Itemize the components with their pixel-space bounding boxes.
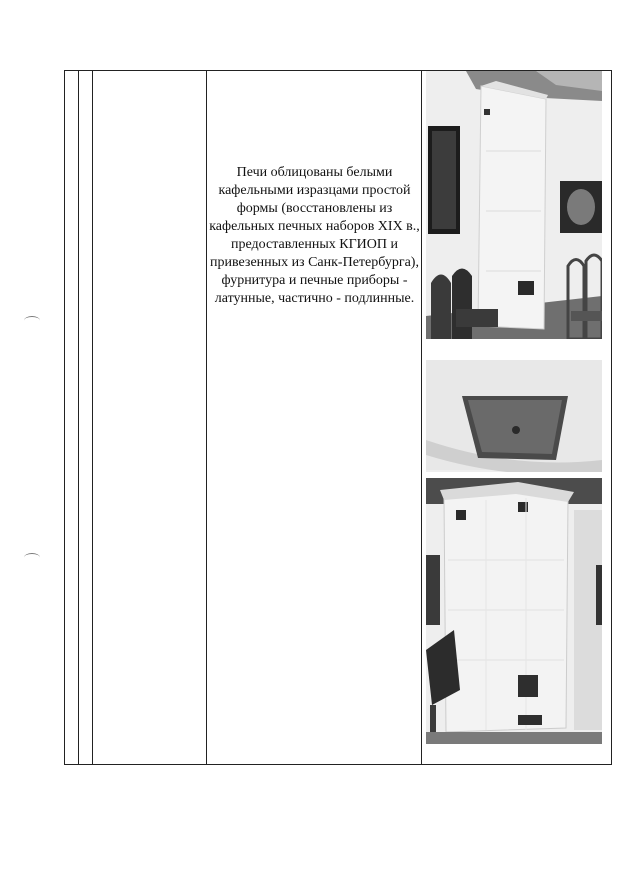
- document-table: [64, 70, 612, 765]
- punch-mark-bottom: [24, 553, 40, 562]
- stove-description: Печи облицованы белыми кафельными изразцами простой формы (восстановлены из кафельных печных наборов XIX в., предоставленных КГИОП и привезенных из Санк-Петербурга), фурнитура и печные приборы - латунные, частично - подлинные.: [209, 165, 420, 306]
- photo-stove-corner-portrait: [426, 71, 602, 339]
- punch-mark-top: [24, 316, 40, 325]
- column-divider-2: [92, 71, 93, 764]
- photo-1-drawing: [426, 71, 602, 339]
- photo-2-drawing: [426, 360, 602, 744]
- column-divider-1: [78, 71, 79, 764]
- photo-stove-ceiling-vent: [426, 360, 602, 744]
